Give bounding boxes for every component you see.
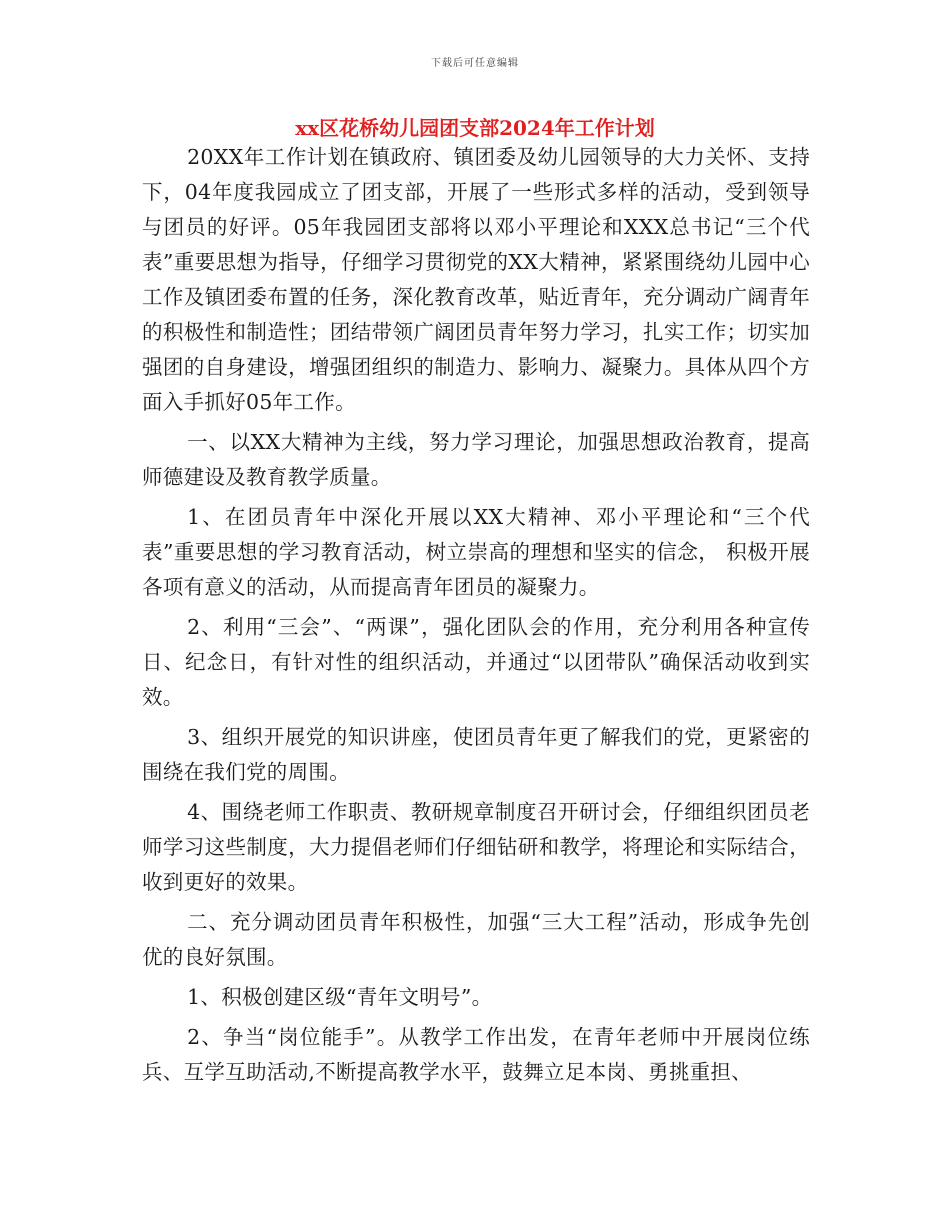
section-1-item-2: 2、利用“三会”、“两课”，强化团队会的作用，充分利用各种宣传日、纪念日，有针对性的组织活动，并通过“以团带队”确保活动收到实效。 (142, 615, 810, 709)
intro-paragraph: 20XX年工作计划在镇政府、镇团委及幼儿园领导的大力关怀、支持下，04年度我园成立了团支部，开展了一些形式多样的活动，受到领导与团员的好评。05年我园团支部将以邓小平理论和XXX总书记“三个代表”重要思想为指导，仔细学习贯彻党的XX大精神，紧紧围绕幼儿园中心工作及镇团委布置的任务，深化教育改革，贴近青年，充分调动广阔青年的积极性和制造性；团结带领广阔团员青年努力学习，扎实工作；切实加强团的自身建设，增强团组织的制造力、影响力、凝聚力。具体从四个方面入手抓好05年工作。 (142, 145, 810, 414)
document-body (142, 140, 810, 1095)
section-heading-1: 一、以XX大精神为主线，努力学习理论，加强思想政治教育，提高师德建设及教育教学质量。 (142, 430, 810, 489)
section-heading-2: 二、充分调动团员青年积极性，加强“三大工程”活动，形成争先创优的良好氛围。 (142, 910, 810, 969)
section-1-item-4: 4、围绕老师工作职责、教研规章制度召开研讨会，仔细组织团员老师学习这些制度，大力提倡老师们仔细钻研和教学，将理论和实际结合，收到更好的效果。 (142, 800, 810, 894)
section-1-item-1: 1、在团员青年中深化开展以XX大精神、邓小平理论和“三个代表”重要思想的学习教育活动，树立崇高的理想和坚实的信念， 积极开展各项有意义的活动，从而提高青年团员的凝聚力。 (142, 505, 810, 599)
section-2-item-2: 2、争当“岗位能手”。从教学工作出发，在青年老师中开展岗位练兵、互学互助活动,不断提高教学水平，鼓舞立足本岗、勇挑重担、 (142, 1025, 810, 1084)
section-2-item-1: 1、积极创建区级“青年文明号”。 (187, 985, 493, 1009)
page-header-note: 下载后可任意编辑 (431, 58, 519, 69)
section-1-item-3: 3、组织开展党的知识讲座，使团员青年更了解我们的党，更紧密的围绕在我们党的周围。 (142, 725, 810, 784)
document-title: xx区花桥幼儿园团支部2024年工作计划 (295, 116, 655, 140)
